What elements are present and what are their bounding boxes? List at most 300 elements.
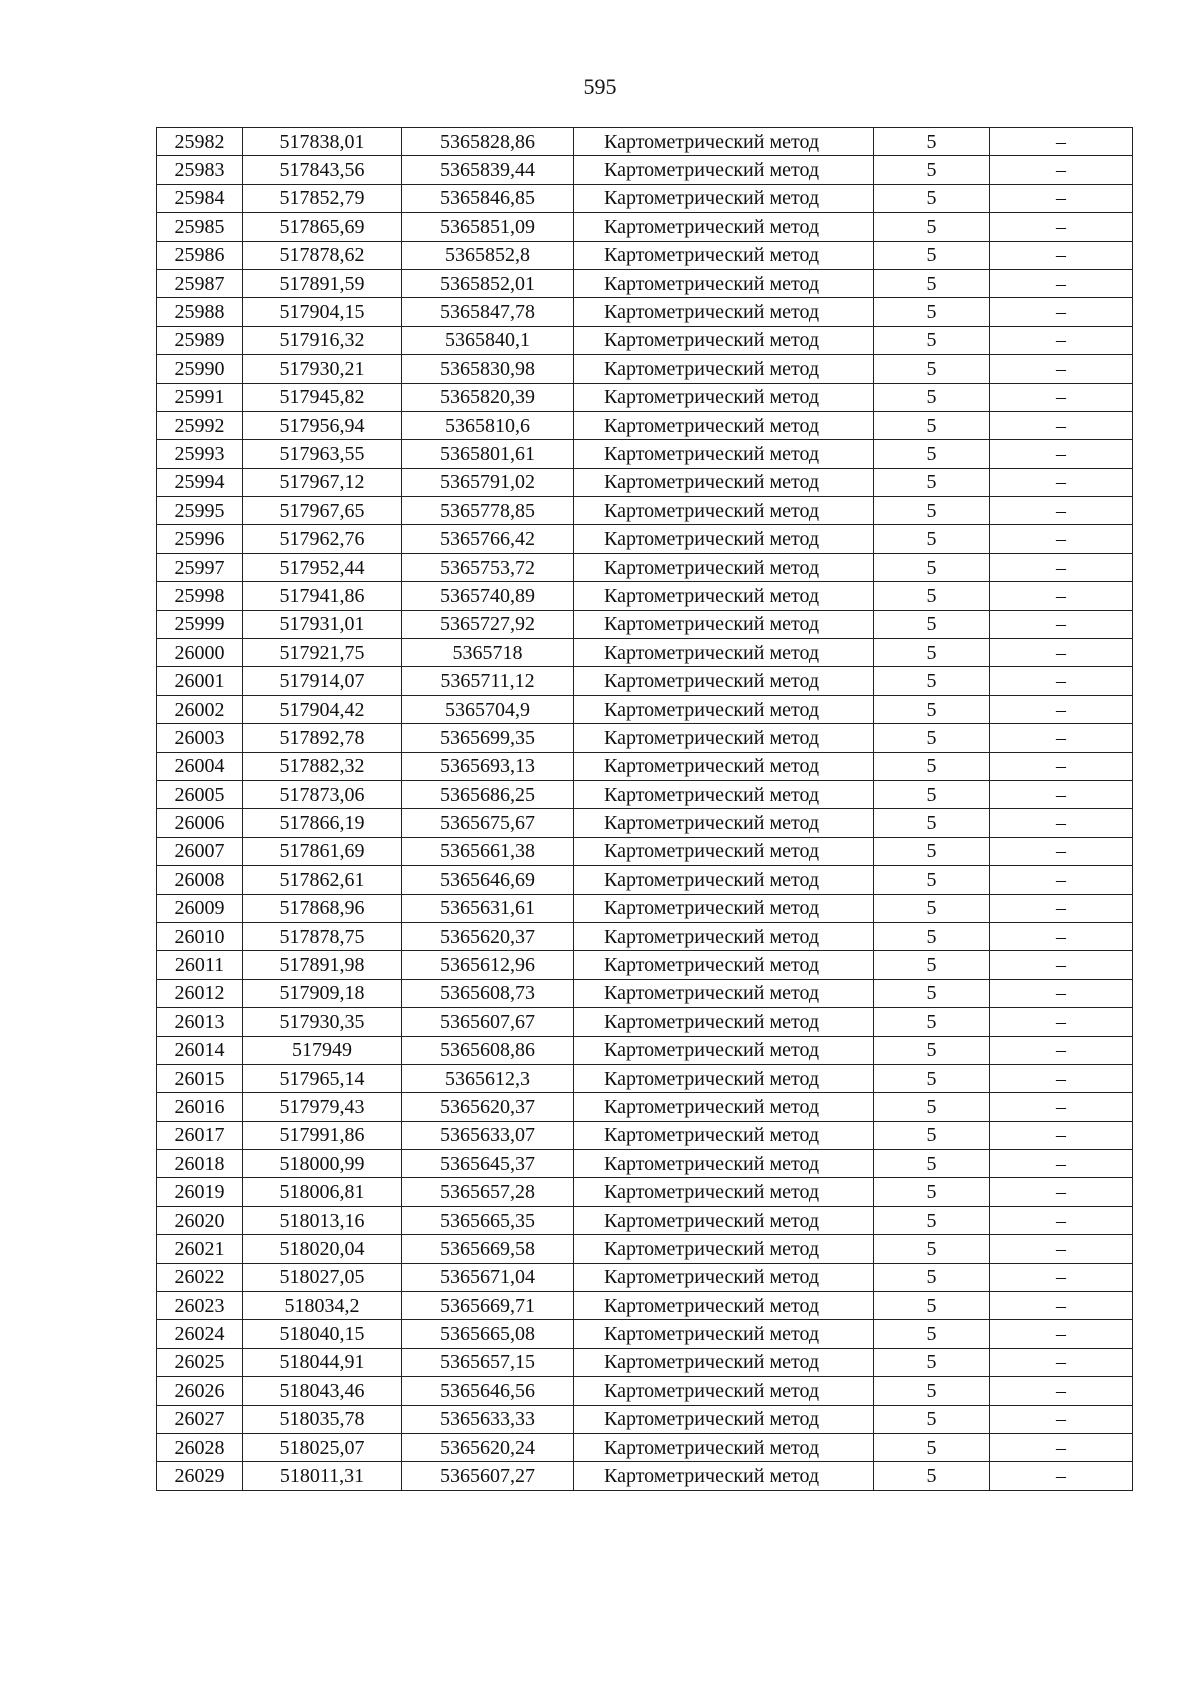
- cell-coord-y: 5365851,09: [402, 213, 574, 241]
- cell-accuracy: 5: [874, 553, 990, 581]
- cell-method: Картометрический метод: [574, 1150, 874, 1178]
- cell-coord-x: 517852,79: [243, 184, 402, 212]
- cell-method: Картометрический метод: [574, 1121, 874, 1149]
- cell-method: Картометрический метод: [574, 837, 874, 865]
- cell-coord-y: 5365830,98: [402, 355, 574, 383]
- cell-point-number: 26006: [157, 809, 243, 837]
- cell-method: Картометрический метод: [574, 894, 874, 922]
- cell-accuracy: 5: [874, 1263, 990, 1291]
- cell-method: Картометрический метод: [574, 1405, 874, 1433]
- table-row: [157, 156, 1133, 184]
- cell-method: Картометрический метод: [574, 724, 874, 752]
- cell-coord-y: 5365828,86: [402, 128, 574, 156]
- cell-note: –: [990, 752, 1133, 780]
- table-row: [157, 440, 1133, 468]
- cell-method: Картометрический метод: [574, 497, 874, 525]
- cell-note: –: [990, 1433, 1133, 1461]
- cell-accuracy: 5: [874, 1178, 990, 1206]
- cell-coord-y: 5365646,56: [402, 1377, 574, 1405]
- table-row: [157, 1462, 1133, 1490]
- cell-accuracy: 5: [874, 1377, 990, 1405]
- table-row: [157, 525, 1133, 553]
- cell-accuracy: 5: [874, 1121, 990, 1149]
- cell-method: Картометрический метод: [574, 1036, 874, 1064]
- cell-coord-x: 517941,86: [243, 582, 402, 610]
- cell-accuracy: 5: [874, 894, 990, 922]
- table-row: [157, 667, 1133, 695]
- cell-accuracy: 5: [874, 752, 990, 780]
- cell-accuracy: 5: [874, 1348, 990, 1376]
- cell-coord-y: 5365693,13: [402, 752, 574, 780]
- cell-coord-y: 5365675,67: [402, 809, 574, 837]
- cell-coord-y: 5365840,1: [402, 326, 574, 354]
- cell-coord-y: 5365671,04: [402, 1263, 574, 1291]
- cell-point-number: 25996: [157, 525, 243, 553]
- cell-note: –: [990, 468, 1133, 496]
- cell-point-number: 26007: [157, 837, 243, 865]
- cell-coord-x: 517916,32: [243, 326, 402, 354]
- table-row: [157, 979, 1133, 1007]
- page-number: 595: [583, 74, 617, 99]
- cell-accuracy: 5: [874, 922, 990, 950]
- cell-coord-x: 517843,56: [243, 156, 402, 184]
- cell-coord-y: 5365608,86: [402, 1036, 574, 1064]
- cell-accuracy: 5: [874, 298, 990, 326]
- cell-coord-x: 518020,04: [243, 1235, 402, 1263]
- cell-point-number: 26009: [157, 894, 243, 922]
- cell-coord-y: 5365839,44: [402, 156, 574, 184]
- cell-note: –: [990, 1348, 1133, 1376]
- cell-coord-y: 5365620,24: [402, 1433, 574, 1461]
- cell-point-number: 26011: [157, 951, 243, 979]
- cell-coord-x: 518044,91: [243, 1348, 402, 1376]
- table-row: [157, 298, 1133, 326]
- cell-method: Картометрический метод: [574, 639, 874, 667]
- cell-note: –: [990, 184, 1133, 212]
- cell-point-number: 26022: [157, 1263, 243, 1291]
- table-row: [157, 383, 1133, 411]
- cell-accuracy: 5: [874, 383, 990, 411]
- cell-accuracy: 5: [874, 156, 990, 184]
- cell-coord-x: 517979,43: [243, 1093, 402, 1121]
- cell-method: Картометрический метод: [574, 582, 874, 610]
- cell-note: –: [990, 894, 1133, 922]
- cell-note: –: [990, 1036, 1133, 1064]
- cell-note: –: [990, 1320, 1133, 1348]
- cell-method: Картометрический метод: [574, 610, 874, 638]
- cell-method: Картометрический метод: [574, 1433, 874, 1461]
- cell-accuracy: 5: [874, 411, 990, 439]
- cell-note: –: [990, 1292, 1133, 1320]
- cell-method: Картометрический метод: [574, 1206, 874, 1234]
- cell-coord-y: 5365846,85: [402, 184, 574, 212]
- table-row: [157, 752, 1133, 780]
- cell-note: –: [990, 1178, 1133, 1206]
- cell-point-number: 25997: [157, 553, 243, 581]
- cell-point-number: 25993: [157, 440, 243, 468]
- cell-coord-y: 5365620,37: [402, 1093, 574, 1121]
- cell-accuracy: 5: [874, 979, 990, 1007]
- cell-accuracy: 5: [874, 724, 990, 752]
- cell-coord-y: 5365646,69: [402, 866, 574, 894]
- table-row: [157, 582, 1133, 610]
- cell-coord-y: 5365847,78: [402, 298, 574, 326]
- cell-note: –: [990, 922, 1133, 950]
- cell-note: –: [990, 213, 1133, 241]
- cell-coord-y: 5365657,28: [402, 1178, 574, 1206]
- cell-point-number: 25984: [157, 184, 243, 212]
- cell-coord-x: 517904,15: [243, 298, 402, 326]
- cell-accuracy: 5: [874, 1064, 990, 1092]
- cell-coord-x: 517967,65: [243, 497, 402, 525]
- cell-point-number: 25990: [157, 355, 243, 383]
- cell-accuracy: 5: [874, 269, 990, 297]
- cell-note: –: [990, 298, 1133, 326]
- table-row: [157, 1263, 1133, 1291]
- table-row: [157, 411, 1133, 439]
- cell-note: –: [990, 1206, 1133, 1234]
- cell-accuracy: 5: [874, 184, 990, 212]
- cell-accuracy: 5: [874, 667, 990, 695]
- cell-method: Картометрический метод: [574, 1377, 874, 1405]
- cell-accuracy: 5: [874, 1405, 990, 1433]
- cell-accuracy: 5: [874, 866, 990, 894]
- cell-coord-y: 5365711,12: [402, 667, 574, 695]
- cell-note: –: [990, 241, 1133, 269]
- cell-accuracy: 5: [874, 326, 990, 354]
- cell-method: Картометрический метод: [574, 326, 874, 354]
- cell-note: –: [990, 1263, 1133, 1291]
- cell-coord-y: 5365766,42: [402, 525, 574, 553]
- cell-coord-y: 5365852,01: [402, 269, 574, 297]
- table-row: [157, 922, 1133, 950]
- cell-note: –: [990, 497, 1133, 525]
- cell-coord-y: 5365607,27: [402, 1462, 574, 1490]
- cell-point-number: 26010: [157, 922, 243, 950]
- cell-coord-y: 5365612,96: [402, 951, 574, 979]
- cell-note: –: [990, 128, 1133, 156]
- cell-coord-y: 5365753,72: [402, 553, 574, 581]
- cell-point-number: 26001: [157, 667, 243, 695]
- cell-coord-y: 5365633,07: [402, 1121, 574, 1149]
- cell-method: Картометрический метод: [574, 667, 874, 695]
- cell-coord-y: 5365620,37: [402, 922, 574, 950]
- table-row: [157, 1292, 1133, 1320]
- table-row: [157, 468, 1133, 496]
- cell-accuracy: 5: [874, 1150, 990, 1178]
- cell-method: Картометрический метод: [574, 411, 874, 439]
- cell-note: –: [990, 1377, 1133, 1405]
- cell-note: –: [990, 326, 1133, 354]
- table-row: [157, 1320, 1133, 1348]
- cell-method: Картометрический метод: [574, 440, 874, 468]
- cell-coord-x: 517904,42: [243, 695, 402, 723]
- cell-coord-x: 517931,01: [243, 610, 402, 638]
- cell-accuracy: 5: [874, 355, 990, 383]
- cell-accuracy: 5: [874, 639, 990, 667]
- cell-coord-y: 5365657,15: [402, 1348, 574, 1376]
- cell-point-number: 26021: [157, 1235, 243, 1263]
- cell-point-number: 26004: [157, 752, 243, 780]
- cell-accuracy: 5: [874, 468, 990, 496]
- cell-coord-y: 5365661,38: [402, 837, 574, 865]
- table-row: [157, 355, 1133, 383]
- table-row: [157, 695, 1133, 723]
- cell-coord-y: 5365852,8: [402, 241, 574, 269]
- cell-coord-y: 5365669,71: [402, 1292, 574, 1320]
- cell-point-number: 26029: [157, 1462, 243, 1490]
- cell-coord-x: 517962,76: [243, 525, 402, 553]
- cell-coord-x: 517909,18: [243, 979, 402, 1007]
- cell-note: –: [990, 809, 1133, 837]
- cell-coord-x: 517945,82: [243, 383, 402, 411]
- cell-method: Картометрический метод: [574, 156, 874, 184]
- cell-coord-y: 5365633,33: [402, 1405, 574, 1433]
- cell-accuracy: 5: [874, 1093, 990, 1121]
- cell-note: –: [990, 866, 1133, 894]
- cell-coord-x: 517838,01: [243, 128, 402, 156]
- cell-point-number: 26015: [157, 1064, 243, 1092]
- cell-coord-y: 5365669,58: [402, 1235, 574, 1263]
- cell-coord-x: 518011,31: [243, 1462, 402, 1490]
- cell-accuracy: 5: [874, 695, 990, 723]
- cell-method: Картометрический метод: [574, 1348, 874, 1376]
- cell-accuracy: 5: [874, 1235, 990, 1263]
- table-row: [157, 1235, 1133, 1263]
- cell-accuracy: 5: [874, 1320, 990, 1348]
- table-row: [157, 1348, 1133, 1376]
- cell-coord-x: 518035,78: [243, 1405, 402, 1433]
- cell-coord-y: 5365718: [402, 639, 574, 667]
- cell-note: –: [990, 156, 1133, 184]
- cell-point-number: 25989: [157, 326, 243, 354]
- cell-point-number: 26016: [157, 1093, 243, 1121]
- cell-accuracy: 5: [874, 213, 990, 241]
- cell-note: –: [990, 951, 1133, 979]
- cell-coord-y: 5365820,39: [402, 383, 574, 411]
- cell-accuracy: 5: [874, 525, 990, 553]
- cell-point-number: 26026: [157, 1377, 243, 1405]
- cell-method: Картометрический метод: [574, 922, 874, 950]
- cell-coord-x: 518034,2: [243, 1292, 402, 1320]
- table-row: [157, 553, 1133, 581]
- cell-point-number: 26005: [157, 780, 243, 808]
- cell-point-number: 26008: [157, 866, 243, 894]
- table-row: [157, 1036, 1133, 1064]
- table-row: [157, 1433, 1133, 1461]
- cell-method: Картометрический метод: [574, 553, 874, 581]
- table-row: [157, 213, 1133, 241]
- table-row: [157, 780, 1133, 808]
- cell-coord-x: 517963,55: [243, 440, 402, 468]
- table-row: [157, 639, 1133, 667]
- cell-coord-x: 517866,19: [243, 809, 402, 837]
- cell-method: Картометрический метод: [574, 866, 874, 894]
- cell-coord-x: 517952,44: [243, 553, 402, 581]
- cell-point-number: 26027: [157, 1405, 243, 1433]
- cell-coord-y: 5365612,3: [402, 1064, 574, 1092]
- cell-method: Картометрический метод: [574, 1178, 874, 1206]
- cell-method: Картометрический метод: [574, 525, 874, 553]
- cell-note: –: [990, 780, 1133, 808]
- cell-method: Картометрический метод: [574, 1064, 874, 1092]
- cell-accuracy: 5: [874, 497, 990, 525]
- cell-coord-x: 518043,46: [243, 1377, 402, 1405]
- table-row: [157, 1150, 1133, 1178]
- table-row: [157, 128, 1133, 156]
- table-row: [157, 1008, 1133, 1036]
- cell-note: –: [990, 553, 1133, 581]
- cell-method: Картометрический метод: [574, 1093, 874, 1121]
- cell-coord-x: 517956,94: [243, 411, 402, 439]
- cell-method: Картометрический метод: [574, 1008, 874, 1036]
- cell-method: Картометрический метод: [574, 184, 874, 212]
- cell-accuracy: 5: [874, 610, 990, 638]
- cell-method: Картометрический метод: [574, 1462, 874, 1490]
- cell-accuracy: 5: [874, 809, 990, 837]
- cell-note: –: [990, 383, 1133, 411]
- cell-coord-x: 517891,98: [243, 951, 402, 979]
- cell-point-number: 26018: [157, 1150, 243, 1178]
- cell-accuracy: 5: [874, 1008, 990, 1036]
- cell-method: Картометрический метод: [574, 979, 874, 1007]
- cell-point-number: 25987: [157, 269, 243, 297]
- cell-note: –: [990, 695, 1133, 723]
- cell-point-number: 25982: [157, 128, 243, 156]
- cell-accuracy: 5: [874, 951, 990, 979]
- table-row: [157, 951, 1133, 979]
- cell-point-number: 25986: [157, 241, 243, 269]
- cell-coord-x: 517878,62: [243, 241, 402, 269]
- cell-point-number: 25998: [157, 582, 243, 610]
- cell-point-number: 26020: [157, 1206, 243, 1234]
- cell-accuracy: 5: [874, 1206, 990, 1234]
- cell-coord-x: 517965,14: [243, 1064, 402, 1092]
- cell-accuracy: 5: [874, 241, 990, 269]
- cell-note: –: [990, 440, 1133, 468]
- cell-note: –: [990, 979, 1133, 1007]
- cell-point-number: 25994: [157, 468, 243, 496]
- cell-note: –: [990, 1235, 1133, 1263]
- cell-point-number: 25985: [157, 213, 243, 241]
- cell-point-number: 26013: [157, 1008, 243, 1036]
- table-row: [157, 1405, 1133, 1433]
- cell-point-number: 25991: [157, 383, 243, 411]
- cell-point-number: 26014: [157, 1036, 243, 1064]
- cell-coord-x: 517865,69: [243, 213, 402, 241]
- table-row: [157, 497, 1133, 525]
- cell-coord-x: 517991,86: [243, 1121, 402, 1149]
- cell-method: Картометрический метод: [574, 752, 874, 780]
- cell-coord-y: 5365778,85: [402, 497, 574, 525]
- cell-coord-y: 5365704,9: [402, 695, 574, 723]
- table-row: [157, 866, 1133, 894]
- cell-method: Картометрический метод: [574, 128, 874, 156]
- cell-note: –: [990, 1008, 1133, 1036]
- table-row: [157, 184, 1133, 212]
- cell-note: –: [990, 525, 1133, 553]
- cell-point-number: 26028: [157, 1433, 243, 1461]
- cell-coord-x: 517891,59: [243, 269, 402, 297]
- cell-coord-x: 517861,69: [243, 837, 402, 865]
- cell-note: –: [990, 1462, 1133, 1490]
- table-row: [157, 1178, 1133, 1206]
- table-row: [157, 1064, 1133, 1092]
- cell-accuracy: 5: [874, 1462, 990, 1490]
- cell-coord-x: 517949: [243, 1036, 402, 1064]
- cell-method: Картометрический метод: [574, 269, 874, 297]
- cell-coord-x: 518040,15: [243, 1320, 402, 1348]
- table-row: [157, 894, 1133, 922]
- cell-accuracy: 5: [874, 128, 990, 156]
- table-row: [157, 837, 1133, 865]
- cell-point-number: 26023: [157, 1292, 243, 1320]
- cell-point-number: 25999: [157, 610, 243, 638]
- cell-coord-x: 517892,78: [243, 724, 402, 752]
- table-row: [157, 610, 1133, 638]
- cell-method: Картометрический метод: [574, 355, 874, 383]
- cell-accuracy: 5: [874, 440, 990, 468]
- cell-coord-x: 517882,32: [243, 752, 402, 780]
- cell-accuracy: 5: [874, 1036, 990, 1064]
- cell-accuracy: 5: [874, 582, 990, 610]
- cell-point-number: 26003: [157, 724, 243, 752]
- cell-note: –: [990, 724, 1133, 752]
- cell-coord-x: 518006,81: [243, 1178, 402, 1206]
- cell-point-number: 25988: [157, 298, 243, 326]
- cell-point-number: 26024: [157, 1320, 243, 1348]
- cell-accuracy: 5: [874, 1292, 990, 1320]
- cell-note: –: [990, 639, 1133, 667]
- cell-point-number: 26025: [157, 1348, 243, 1376]
- coordinates-table-body: [157, 128, 1133, 1491]
- cell-coord-y: 5365699,35: [402, 724, 574, 752]
- cell-coord-y: 5365727,92: [402, 610, 574, 638]
- cell-coord-y: 5365608,73: [402, 979, 574, 1007]
- cell-note: –: [990, 1150, 1133, 1178]
- cell-note: –: [990, 269, 1133, 297]
- cell-coord-x: 517868,96: [243, 894, 402, 922]
- cell-coord-x: 517930,35: [243, 1008, 402, 1036]
- cell-note: –: [990, 667, 1133, 695]
- cell-note: –: [990, 411, 1133, 439]
- cell-note: –: [990, 837, 1133, 865]
- cell-coord-x: 517862,61: [243, 866, 402, 894]
- cell-coord-x: 517878,75: [243, 922, 402, 950]
- cell-method: Картометрический метод: [574, 1292, 874, 1320]
- cell-method: Картометрический метод: [574, 809, 874, 837]
- cell-coord-x: 518025,07: [243, 1433, 402, 1461]
- cell-accuracy: 5: [874, 1433, 990, 1461]
- cell-method: Картометрический метод: [574, 695, 874, 723]
- cell-accuracy: 5: [874, 780, 990, 808]
- cell-coord-x: 517921,75: [243, 639, 402, 667]
- cell-point-number: 26002: [157, 695, 243, 723]
- cell-method: Картометрический метод: [574, 951, 874, 979]
- cell-point-number: 26019: [157, 1178, 243, 1206]
- cell-coord-y: 5365607,67: [402, 1008, 574, 1036]
- cell-coord-x: 517914,07: [243, 667, 402, 695]
- table-row: [157, 269, 1133, 297]
- cell-method: Картометрический метод: [574, 213, 874, 241]
- cell-coord-x: 518000,99: [243, 1150, 402, 1178]
- cell-point-number: 26017: [157, 1121, 243, 1149]
- cell-method: Картометрический метод: [574, 383, 874, 411]
- cell-coord-y: 5365631,61: [402, 894, 574, 922]
- cell-method: Картометрический метод: [574, 1235, 874, 1263]
- cell-method: Картометрический метод: [574, 1320, 874, 1348]
- cell-note: –: [990, 582, 1133, 610]
